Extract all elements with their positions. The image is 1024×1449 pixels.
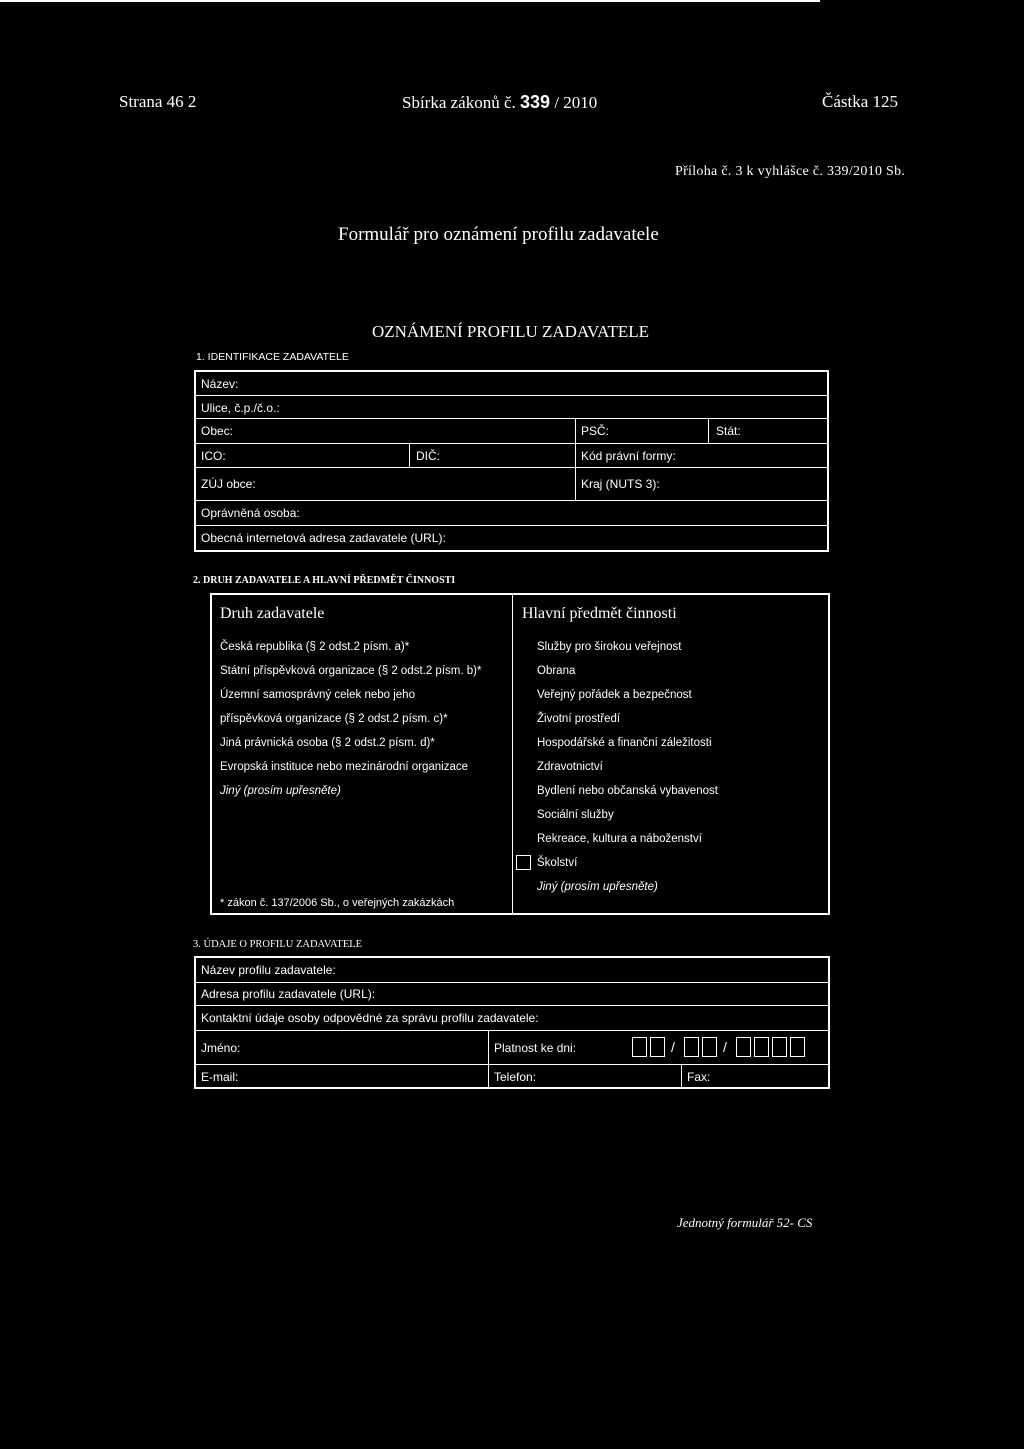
row-divider [194, 1064, 830, 1065]
page-number: Strana 46 2 [119, 92, 197, 111]
zuj-field[interactable]: ZÚJ obce: [201, 477, 256, 491]
col-divider [409, 443, 410, 467]
law-year: / 2010 [554, 93, 598, 112]
date-year-digit[interactable] [754, 1037, 769, 1057]
activity-option[interactable]: Bydlení nebo občanská vybavenost [537, 785, 718, 797]
row-divider [194, 443, 829, 444]
type-option[interactable]: Jiná právnická osoba (§ 2 odst.2 písm. d)* [220, 737, 435, 749]
col-divider [681, 1064, 682, 1089]
legal-form-field[interactable]: Kód právní formy: [581, 449, 676, 463]
col-divider [575, 418, 576, 500]
notice-title: OZNÁMENÍ PROFILU ZADAVATELE [372, 322, 650, 341]
activity-option[interactable]: Hospodářské a finanční záležitosti [537, 737, 712, 749]
date-month-digit[interactable] [684, 1037, 699, 1057]
date-month-digit[interactable] [702, 1037, 717, 1057]
date-year-digit[interactable] [736, 1037, 751, 1057]
form-title: Formulář pro oznámení profilu zadavatele [338, 224, 659, 245]
type-option[interactable]: Evropská instituce nebo mezinárodní organizace [220, 761, 469, 773]
date-separator: / [723, 1039, 727, 1055]
date-year-digit[interactable] [772, 1037, 787, 1057]
row-divider [194, 525, 829, 526]
date-separator: / [671, 1039, 675, 1055]
type-option[interactable]: příspěvková organizace (§ 2 odst.2 písm. c)* [220, 713, 448, 725]
law-number: 339 [520, 92, 551, 112]
col-divider [512, 593, 513, 915]
type-option-other[interactable]: Jiný (prosím upřesněte) [220, 785, 341, 797]
row-divider [194, 418, 829, 419]
schooling-checkbox[interactable] [516, 855, 531, 870]
authorized-person-field[interactable]: Oprávněná osoba: [201, 506, 300, 520]
footnote: * zákon č. 137/2006 Sb., o veřejných zakázkách [220, 897, 455, 909]
first-name-field[interactable]: Jméno: [201, 1041, 241, 1055]
contracting-type-title: Druh zadavatele [220, 605, 325, 622]
contact-heading: Kontaktní údaje osoby odpovědné za správu profilu zadavatele: [201, 1011, 539, 1025]
row-divider [194, 982, 830, 983]
activity-option[interactable]: Veřejný pořádek a bezpečnost [537, 689, 692, 701]
activity-option[interactable]: Obrana [537, 665, 576, 677]
ico-field[interactable]: ICO: [201, 449, 226, 463]
date-day-digit[interactable] [650, 1037, 665, 1057]
row-divider [194, 1005, 830, 1006]
annex-label: Příloha č. 3 k vyhlášce č. 339/2010 Sb. [675, 164, 906, 179]
header-rule [0, 0, 820, 2]
collection-text: Sbírka zákonů č. [402, 93, 516, 112]
activity-option[interactable]: Rekreace, kultura a náboženství [537, 833, 702, 845]
activity-option[interactable]: Školství [537, 857, 578, 869]
name-field[interactable]: Název: [201, 377, 239, 391]
date-year-digit[interactable] [790, 1037, 805, 1057]
region-field[interactable]: Kraj (NUTS 3): [581, 477, 660, 491]
profile-url-field[interactable]: Adresa profilu zadavatele (URL): [201, 987, 376, 1001]
valid-from-label: Platnost ke dni: [494, 1041, 577, 1055]
activity-option[interactable]: Služby pro širokou veřejnost [537, 641, 682, 653]
country-field[interactable]: Stát: [716, 424, 741, 438]
footer-form-id: Jednotný formulář 52- CS [677, 1215, 813, 1230]
row-divider [194, 1030, 830, 1031]
activity-option[interactable]: Životní prostředí [537, 713, 621, 725]
type-option[interactable]: Česká republika (§ 2 odst.2 písm. a)* [220, 641, 410, 653]
row-divider [194, 500, 829, 501]
activity-option[interactable]: Sociální služby [537, 809, 614, 821]
type-option[interactable]: Územní samosprávný celek nebo jeho [220, 689, 415, 701]
activity-option-other[interactable]: Jiný (prosím upřesněte) [537, 881, 658, 893]
phone-field[interactable]: Telefon: [494, 1070, 537, 1084]
section1-heading: 1. IDENTIFIKACE ZADAVATELE [196, 351, 349, 363]
col-divider [708, 418, 709, 443]
row-divider [194, 467, 829, 468]
row-divider [194, 395, 829, 396]
profile-name-field[interactable]: Název profilu zadavatele: [201, 963, 336, 977]
activity-option[interactable]: Zdravotnictví [537, 761, 603, 773]
main-activity-title: Hlavní předmět činnosti [522, 605, 677, 622]
street-field[interactable]: Ulice, č.p./č.o.: [201, 401, 280, 415]
col-divider [488, 1030, 489, 1089]
section2-heading: 2. DRUH ZADAVATELE A HLAVNÍ PŘEDMĚT ČINNOSTI [193, 575, 456, 586]
part-number: Částka 125 [822, 92, 899, 111]
dic-field[interactable]: DIČ: [416, 449, 440, 463]
date-day-digit[interactable] [632, 1037, 647, 1057]
fax-field[interactable]: Fax: [687, 1070, 711, 1084]
city-field[interactable]: Obec: [201, 424, 234, 438]
section3-heading: 3. ÚDAJE O PROFILU ZADAVATELE [193, 939, 363, 950]
email-field[interactable]: E-mail: [201, 1070, 239, 1084]
type-option[interactable]: Státní příspěvková organizace (§ 2 odst.2 písm. b)* [220, 665, 482, 677]
zip-field[interactable]: PSČ: [581, 424, 610, 438]
collection-label [402, 92, 597, 113]
url-field[interactable]: Obecná internetová adresa zadavatele (URL): [201, 531, 446, 545]
